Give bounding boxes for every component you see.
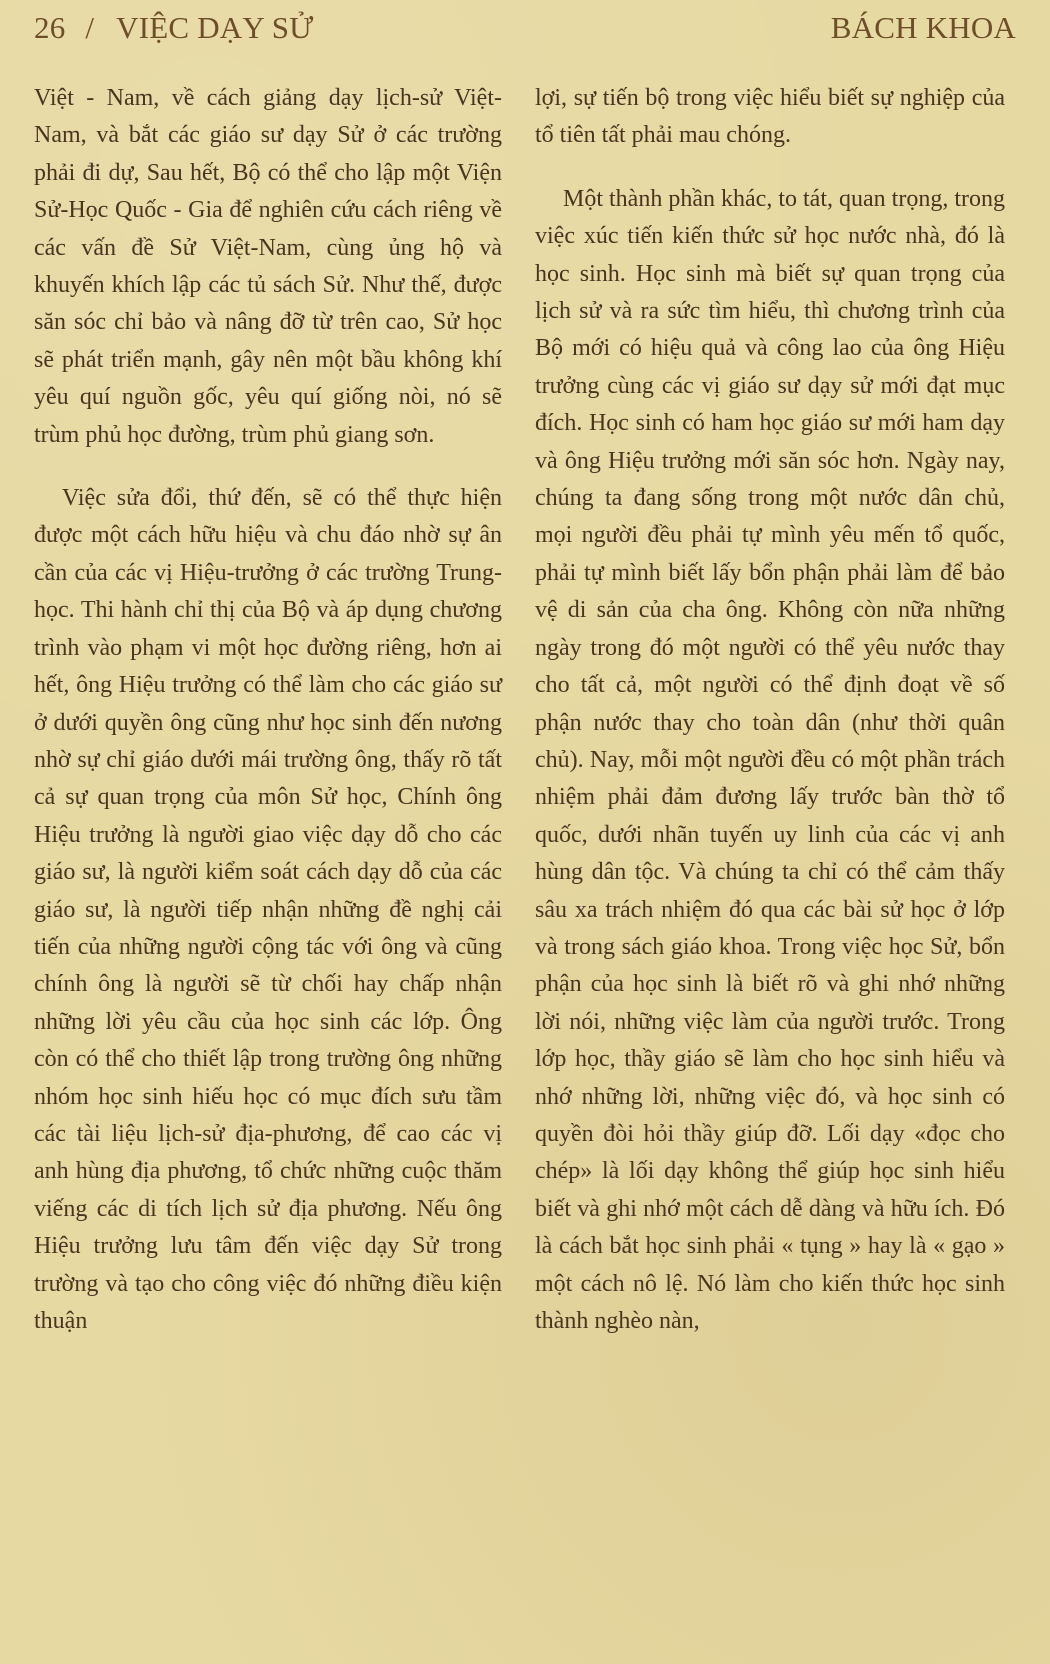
header-divider: / — [85, 10, 95, 45]
left-text-column — [34, 80, 502, 1340]
page-header — [34, 10, 1016, 62]
right-paragraph-2: Một thành phần khác, to tát, quan trọng, trong việc xúc tiến kiến thức sử học nước nhà, đó là học sinh. Học sinh mà biết sự quan trọng của lịch sử và ra sức tìm hiểu, thì chương trình của Bộ mới có hiệu quả và công lao của ông Hiệu trưởng cùng các vị giáo sư dạy sử mới đạt mục đích. Học sinh có ham học giáo sư mới ham dạy và ông Hiệu trưởng mới săn sóc hơn. Ngày nay, chúng ta đang sống trong một nước dân chủ, mọi người đều phải tự mình yêu mến tổ quốc, phải tự mình biết lấy bổn phận phải làm để bảo vệ di sản của cha ông. Không còn nữa những ngày trong đó một người có thể yêu nước thay cho tất cả, một người có thể định đoạt về số phận nước thay cho toàn dân (như thời quân chủ). Nay, mỗi một người đều có một phần trách nhiệm phải đảm đương lấy trước bàn thờ tổ quốc, dưới nhãn tuyến uy linh của các vị anh hùng dân tộc. Và chúng ta chỉ có thể cảm thấy sâu xa trách nhiệm đó qua các bài sử học ở lớp và trong sách giáo khoa. Trong việc học Sử, bổn phận của học sinh là biết rõ và ghi nhớ những lời nói, những việc làm của người trước. Trong lớp học, thầy giáo sẽ làm cho học sinh hiểu và nhớ những lời, những việc đó, và học sinh có quyền đòi hỏi thầy giúp đỡ. Lối dạy «đọc cho chép» là lối dạy không thể giúp học sinh hiểu biết và ghi nhớ một cách dễ dàng và hữu ích. Đó là cách bắt học sinh phải « tụng » hay là « gạo » một cách nô lệ. Nó làm cho kiến thức học sinh thành nghèo nàn, — [535, 185, 1005, 1334]
section-title: VIỆC DẠY SỬ — [116, 10, 314, 45]
page-number: 26 — [34, 10, 66, 45]
right-text-column — [535, 80, 1005, 1340]
publication-name: BÁCH KHOA — [830, 10, 1016, 45]
right-paragraph-1: lợi, sự tiến bộ trong việc hiểu biết sự nghiệp của tổ tiên tất phải mau chóng. — [535, 85, 1005, 149]
left-paragraph-2: Việc sửa đổi, thứ đến, sẽ có thể thực hiện được một cách hữu hiệu và chu đáo nhờ sự ân cần của các vị Hiệu-trưởng ở các trường Trung-học. Thi hành chỉ thị của Bộ và áp dụng chương trình vào phạm vi một học đường riêng, hơn ai hết, ông Hiệu trưởng có thể làm cho các giáo sư ở dưới quyền ông cũng như học sinh đến nương nhờ sự chỉ giáo dưới mái trường ông, thấy rõ tất cả sự quan trọng của môn Sử học, Chính ông Hiệu trưởng là người giao việc dạy dỗ cho các giáo sư, là người kiểm soát cách dạy dỗ của các giáo sư, là người tiếp nhận những đề nghị cải tiến của những người cộng tác với ông và cũng chính ông là người sẽ từ chối hay chấp nhận những lời yêu cầu của học sinh các lớp. Ông còn có thể cho thiết lập trong trường ông những nhóm học sinh hiếu học có mục đích sưu tầm các tài liệu lịch-sử địa-phương, để cao các vị anh hùng địa phương, tổ chức những cuộc thăm viếng các di tích lịch sử địa phương. Nếu ông Hiệu trưởng lưu tâm đến việc dạy Sử trong trường và tạo cho công việc đó những điều kiện thuận — [34, 485, 502, 1334]
left-paragraph-1: Việt - Nam, về cách giảng dạy lịch-sử Việt-Nam, và bắt các giáo sư dạy Sử ở các trường phải đi dự, Sau hết, Bộ có thể cho lập một Viện Sử-Học Quốc - Gia để nghiên cứu cách riêng về các vấn đề Sử Việt-Nam, cùng ủng hộ và khuyến khích lập các tủ sách Sử. Như thế, được săn sóc chỉ bảo và nâng đỡ từ trên cao, Sử học sẽ phát triển mạnh, gây nên một bầu không khí yêu quí nguồn gốc, yêu quí giống nòi, nó sẽ trùm phủ học đường, trùm phủ giang sơn. — [34, 85, 502, 448]
header-left — [34, 10, 313, 46]
